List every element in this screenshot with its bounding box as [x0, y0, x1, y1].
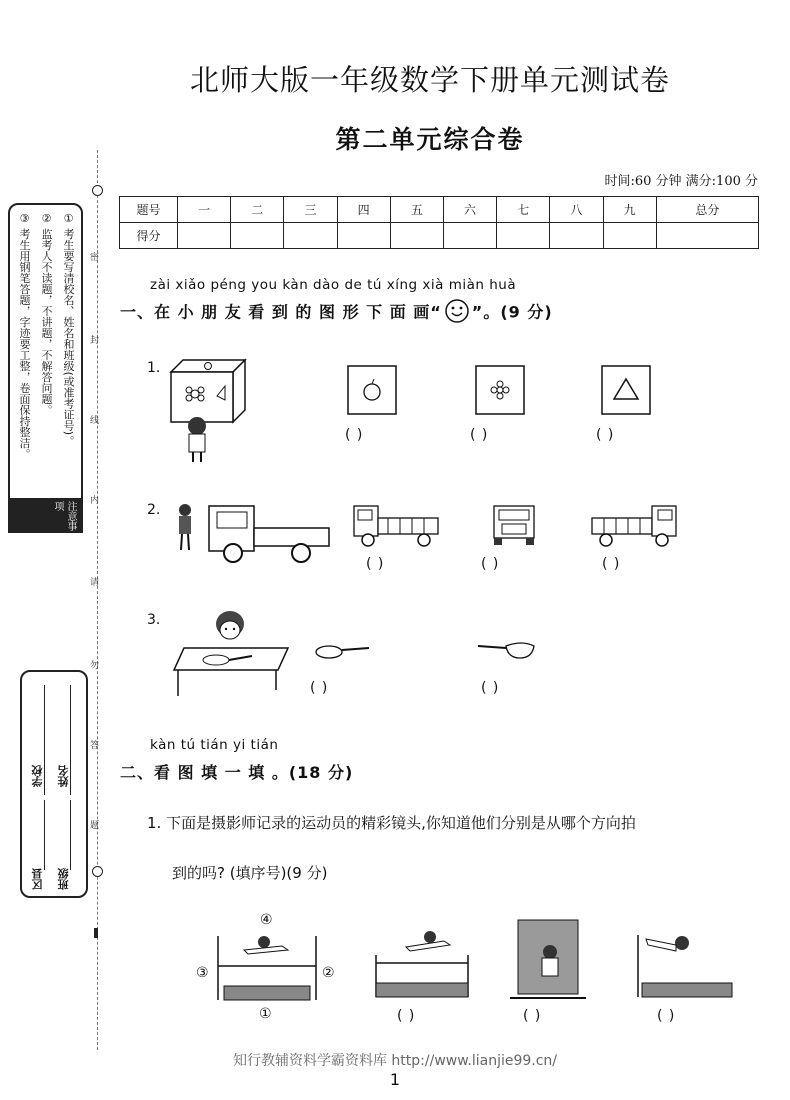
section1-heading-pre: 一、在 小 朋 友 看 到 的 图 形 下 面 画“ [120, 302, 442, 322]
score-input-cell[interactable] [443, 223, 496, 249]
section2-q1-line2: 到的吗? (填序号)(9 分) [172, 864, 328, 882]
time-info: 时间:60 分钟 满分:100 分 [604, 174, 758, 189]
truck-side-right [590, 500, 680, 550]
boy-and-truck-figure [173, 498, 333, 568]
cube-with-child-figure [165, 352, 255, 467]
answer-blank[interactable]: ( ) [596, 427, 615, 443]
jump-view-a [372, 925, 472, 1000]
score-cell: 一 [178, 197, 231, 223]
class-label: 班级 [57, 868, 70, 890]
answer-blank[interactable]: ( ) [657, 1008, 676, 1024]
binding-circle-bottom [92, 866, 103, 877]
notes-item: ② 监考人不读题，不讲题，不解答问题。 [40, 212, 53, 416]
answer-blank[interactable]: ( ) [602, 556, 621, 572]
score-cell: 三 [284, 197, 337, 223]
notes-title-block [8, 498, 83, 533]
answer-blank[interactable]: ( ) [481, 556, 500, 572]
page-number: 1 [389, 1070, 401, 1089]
section1-heading-post: ”。(9 分) [471, 302, 553, 322]
binding-char: 内 [90, 496, 100, 506]
district-line [44, 800, 45, 870]
jump-view-c [630, 925, 735, 1000]
girl-table-pan-figure [172, 608, 292, 698]
question-number: 1. [147, 360, 161, 376]
score-cell: 七 [497, 197, 550, 223]
score-input-cell[interactable] [284, 223, 337, 249]
binding-mark [94, 928, 98, 938]
score-input-cell[interactable] [656, 223, 758, 249]
triangle-card [601, 365, 651, 415]
score-cell: 题号 [120, 197, 178, 223]
score-table [119, 196, 759, 249]
page-subtitle: 第二单元综合卷 [335, 125, 525, 154]
apple-card [347, 365, 397, 415]
class-line [70, 800, 71, 870]
truck-side-left [352, 500, 442, 550]
notes-item: ③ 考生用钢笔答题，字迹要工整，卷面保持整洁。 [18, 212, 31, 460]
score-input-cell[interactable] [603, 223, 656, 249]
notes-title: 注意事项 [52, 501, 76, 531]
section1-heading [120, 298, 553, 328]
score-cell: 二 [231, 197, 284, 223]
answer-blank[interactable]: ( ) [310, 680, 329, 696]
score-input-cell[interactable] [550, 223, 603, 249]
answer-blank[interactable]: ( ) [345, 427, 364, 443]
section1-pinyin: zài xiǎo péng you kàn dào de tú xíng xià miàn huà [150, 277, 517, 293]
name-label: 姓名 [57, 765, 70, 787]
direction-label-4: ④ [260, 912, 273, 928]
flower-card [475, 365, 525, 415]
score-cell: 五 [390, 197, 443, 223]
footer-watermark: 知行教辅资料学霸资料库 http://www.lianjie99.cn/ [232, 1053, 558, 1069]
truck-front [490, 500, 540, 550]
section2-pinyin: kàn tú tián yi tián [150, 737, 279, 753]
district-label: 区县 [31, 868, 44, 890]
direction-label-1: ① [259, 1006, 272, 1022]
high-jump-scene [212, 930, 322, 1005]
score-cell: 得分 [120, 223, 178, 249]
question-number: 3. [147, 612, 161, 628]
notes-item: ① 考生要写清校名、姓名和班级(或准考证号)。 [62, 212, 75, 447]
section2-heading: 二、看 图 填 一 填 。(18 分) [120, 763, 354, 782]
section2-q1-line1: 1. 下面是摄影师记录的运动员的精彩镜头,你知道他们分别是从哪个方向拍 [147, 814, 636, 832]
school-label: 学校 [31, 765, 44, 787]
jump-view-b [508, 918, 588, 1003]
binding-char: 封 [90, 336, 100, 346]
pan-side [313, 640, 373, 664]
direction-label-2: ② [322, 965, 335, 981]
score-input-cell[interactable] [497, 223, 550, 249]
answer-blank[interactable]: ( ) [366, 556, 385, 572]
score-input-cell[interactable] [390, 223, 443, 249]
binding-char: 请 [90, 578, 100, 588]
score-cell: 八 [550, 197, 603, 223]
score-table-header-row [120, 197, 759, 223]
answer-blank[interactable]: ( ) [523, 1008, 542, 1024]
pan-angled [476, 636, 538, 662]
smiley-icon [444, 298, 470, 328]
score-cell: 九 [603, 197, 656, 223]
page-title: 北师大版一年级数学下册单元测试卷 [189, 63, 670, 97]
direction-label-3: ③ [196, 965, 209, 981]
binding-char: 答 [90, 741, 100, 751]
answer-blank[interactable]: ( ) [481, 680, 500, 696]
answer-blank[interactable]: ( ) [470, 427, 489, 443]
score-input-cell[interactable] [178, 223, 231, 249]
binding-char: 勿 [90, 661, 100, 671]
answer-blank[interactable]: ( ) [397, 1008, 416, 1024]
question-number: 2. [147, 502, 161, 518]
binding-circle-top [92, 185, 103, 196]
score-cell: 总分 [656, 197, 758, 223]
score-cell: 四 [337, 197, 390, 223]
binding-char: 线 [90, 416, 100, 426]
binding-char: 题 [90, 821, 100, 831]
binding-line [97, 150, 98, 1050]
score-cell: 六 [443, 197, 496, 223]
binding-char: 密 [90, 253, 100, 263]
score-input-cell[interactable] [337, 223, 390, 249]
score-input-cell[interactable] [231, 223, 284, 249]
score-table-score-row [120, 223, 759, 249]
